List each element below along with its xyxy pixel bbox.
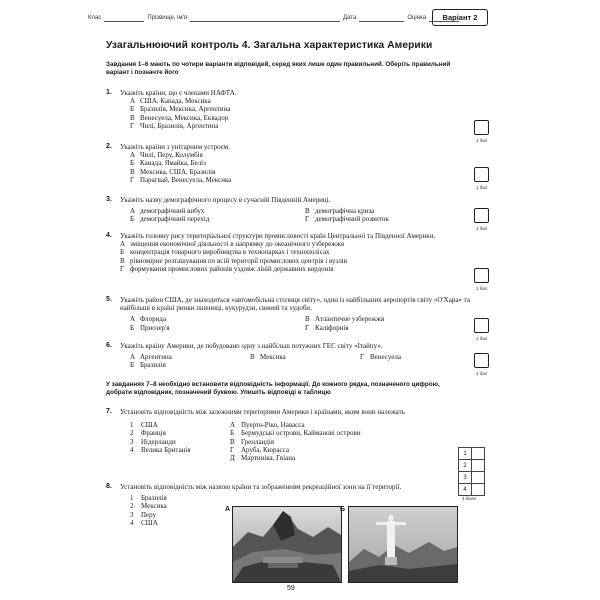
option[interactable]: Г Парагвай, Венесуела, Мексика (130, 175, 232, 184)
photo-b-christ-the-redeemer (348, 506, 458, 583)
match-left-item: 4 США (130, 518, 158, 527)
photo-a-machu-picchu (232, 506, 342, 583)
option[interactable]: А Флорида (130, 315, 167, 324)
question-text: Укажіть назву демографічного процесу в сучасній Південній Америці. (120, 196, 331, 204)
option[interactable]: Б концентрація товарного виробництва в технопарках і технополісах (120, 248, 330, 257)
option[interactable]: Г формування промислових районів уздовж ліній державних кордонів (120, 264, 334, 273)
answer-box-6[interactable] (474, 353, 489, 368)
option[interactable]: А зміщення економічної діяльності в напрямку до океанічного узбережжя (120, 240, 345, 249)
answer-grid-7: 1 2 3 4 (458, 447, 484, 495)
name-label: Прізвище, ім'я (147, 15, 188, 21)
option[interactable]: В рівномірне розташування по всій території промислових центрів і вузлів (120, 256, 348, 265)
answer-box-4[interactable] (474, 268, 489, 283)
student-info-header (88, 12, 488, 24)
question-number: 4. (106, 232, 112, 239)
option[interactable]: В демографічна криза (305, 207, 375, 216)
option[interactable]: А Аргентина (130, 353, 172, 362)
instructions-part2: У завданнях 7–8 необхідно встановити відповідність інформації. До кожного рядка, позначеного цифрою, добрати відповідник, позначений буквою. Упишіть відповіді в таблицю (106, 381, 440, 396)
option[interactable]: Б Бразилія, Мексика, Аргентина (130, 105, 231, 114)
answer-box-3[interactable] (474, 208, 489, 223)
option[interactable]: В Мексика, США, Бразилія (130, 167, 216, 176)
name-field[interactable] (190, 15, 340, 22)
points-label: 1 бал (476, 286, 488, 291)
option[interactable]: А США, Канада, Мексика (130, 97, 211, 106)
date-label: Дата (343, 15, 357, 21)
match-left-item: 2 Франція (130, 429, 166, 438)
points-label: 1 бал (476, 185, 488, 190)
option[interactable]: Б Канада, Ямайка, Беліз (130, 159, 206, 168)
question-number: 6. (106, 342, 112, 349)
points-label-4: 4 бали (462, 496, 476, 501)
option[interactable]: Г Чилі, Бразилія, Аргентина (130, 121, 219, 130)
points-label: 1 бал (476, 371, 488, 376)
question-text: Укажіть країни, що є членами НАФТА. (120, 89, 237, 97)
question-text: Укажіть країну Америки, де побудовано одну з найбільш потужних ГЕС світу «Ітайпу». (120, 342, 383, 350)
question-6 (106, 342, 481, 370)
question-text: Укажіть район США, де знаходиться «автомобільна столиця світу», один із найбільших аеропортів світу «О'Хара» та найбільші в країні ринки пшениці, кукурудзи, свиней та худоби. (120, 296, 470, 313)
match-right-item: А Пуерто-Ріко, Навасса (230, 421, 305, 430)
page-number: 59 (287, 585, 295, 592)
match-left-item: 3 Перу (130, 510, 157, 519)
option[interactable]: А демографічний вибух (130, 207, 205, 216)
question-5 (106, 296, 481, 332)
answer-box-1[interactable] (474, 120, 489, 135)
option[interactable]: В Венесуела, Мексика, Еквадор (130, 113, 229, 122)
question-number: 3. (106, 196, 112, 203)
class-field[interactable] (104, 15, 144, 22)
option[interactable]: Б Приозер'я (130, 323, 170, 332)
variant-badge: Варіант 2 (432, 9, 488, 26)
option[interactable]: Г демографічний розвиток (305, 215, 389, 224)
option[interactable]: Б Бразилія (130, 361, 166, 370)
match-left-item: 1 Бразилія (130, 494, 167, 503)
match-right-item: Б Бермудські острови, Кайманові острови (230, 429, 361, 438)
match-right-item: В Гренландія (230, 437, 275, 446)
date-field[interactable] (359, 15, 404, 22)
photo-a-label: А (225, 506, 231, 513)
question-2 (106, 143, 481, 184)
answer-box-2[interactable] (474, 167, 489, 182)
option[interactable]: Б демографічний перехід (130, 215, 210, 224)
question-4 (106, 232, 481, 273)
points-label: 1 бал (476, 336, 488, 341)
option[interactable]: А Чилі, Перу, Колумбія (130, 151, 203, 160)
points-label: 1 бал (476, 226, 488, 231)
match-right-item: Г Аруба, Кюрасса (230, 445, 289, 454)
class-label: Клас (88, 15, 102, 21)
option[interactable]: Г Каліфорнія (305, 323, 349, 332)
question-number: 1. (106, 89, 112, 96)
question-number: 5. (106, 296, 112, 303)
option[interactable]: В Атлантичне узбережжя (305, 315, 385, 324)
answer-box-5[interactable] (474, 318, 489, 333)
page-title: Узагальнюючий контроль 4. Загальна характеристика Америки (106, 40, 433, 51)
question-7 (106, 408, 481, 462)
match-left-item: 3 Нідерланди (130, 437, 176, 446)
option[interactable]: В Мексика (250, 353, 286, 362)
match-left-item: 2 Мексика (130, 502, 167, 511)
answer-cell[interactable] (471, 483, 485, 496)
instructions-part1: Завдання 1–6 мають по чотири варіанти відповідей, серед яких лише один правильний. Оберіть правильний варіант і позначте його (106, 61, 451, 76)
question-number: 7. (106, 408, 112, 415)
question-3 (106, 196, 481, 224)
photo-b-label: Б (340, 506, 346, 513)
question-text: Укажіть головну рису територіальної структури промисловості країн Центральної та Південної Америки. (120, 232, 436, 240)
question-text: Установіть відповідність між назвою країни та зображенням рекреаційної зони на її території. (120, 483, 402, 491)
question-text: Установіть відповідність між залежними територіями Америки і країнами, яким вони належать (120, 408, 405, 416)
match-left-item: 1 США (130, 421, 158, 430)
option[interactable]: Г Венесуела (360, 353, 401, 362)
question-number: 8. (106, 483, 112, 490)
match-left-item: 4 Велика Британія (130, 445, 191, 454)
question-1 (106, 89, 481, 130)
question-number: 2. (106, 143, 112, 150)
question-text: Укажіть країни з унітарним устроєм. (120, 143, 230, 151)
grade-label: Оцінка (407, 15, 427, 21)
match-right-item: Д Мартиніка, Гвіана (230, 454, 296, 463)
points-label: 1 бал (476, 138, 488, 143)
